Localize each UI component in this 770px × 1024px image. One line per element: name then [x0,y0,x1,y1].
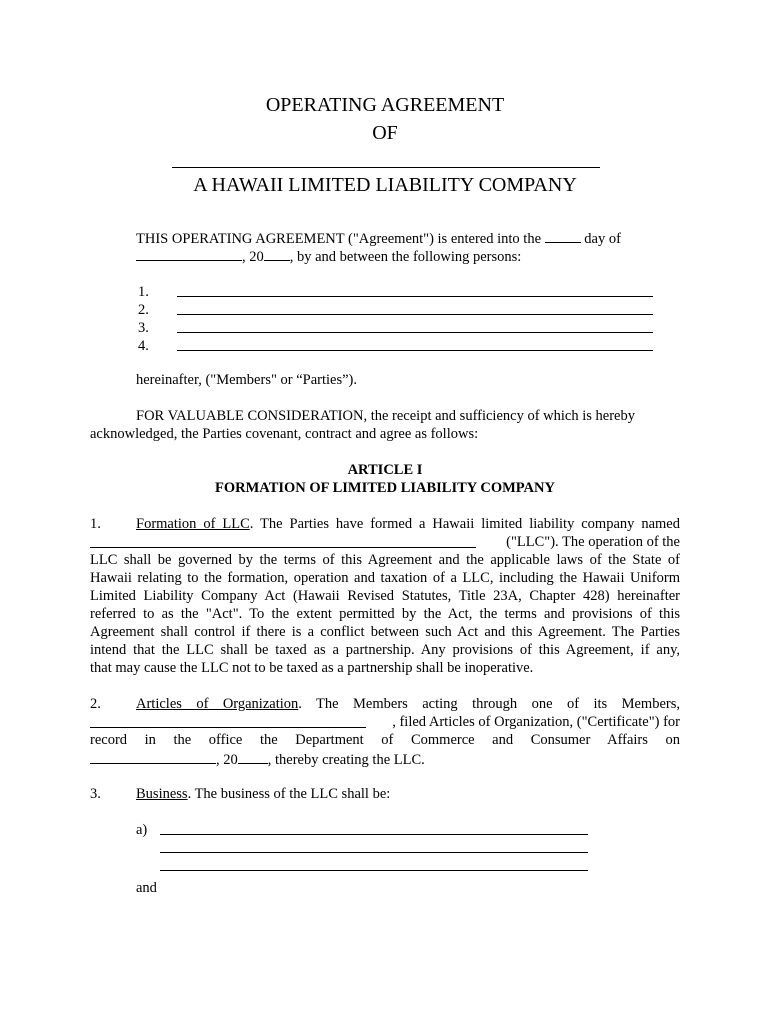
company-name-blank[interactable] [172,167,600,168]
member-number: 2. [138,302,149,318]
article-subheading: FORMATION OF LIMITED LIABILITY COMPANY [215,480,555,496]
consideration-line-1: FOR VALUABLE CONSIDERATION, the receipt and sufficiency of which is hereby [136,408,635,424]
section-2-text-end: , thereby creating the LLC. [267,752,425,768]
section-2-line-2 [90,713,680,733]
section-3-text: . The business of the LLC shall be: [187,786,391,802]
section-2-line-1 [136,695,680,713]
business-blank-1[interactable] [160,834,588,835]
llc-name-blank[interactable] [90,533,476,548]
section-3-line [136,785,390,803]
document-title: OPERATING AGREEMENT [265,94,505,116]
member-number: 3. [138,320,149,336]
year-blank[interactable] [264,246,290,261]
and-text: and [136,880,157,896]
member-number: 4. [138,338,149,354]
section-1-title: Formation of LLC [136,516,250,532]
section-1-last-line: that may cause the LLC not to be taxed as a partnership shall be inoperative. [90,660,534,676]
intro-between: , by and between the following persons: [289,249,522,265]
section-3-title: Business [136,786,188,802]
section-1-number: 1. [90,516,101,532]
member-name-blank[interactable] [90,713,366,728]
business-blank-3[interactable] [160,870,588,871]
consideration-line-2: acknowledged, the Parties covenant, contract and agree as follows: [90,426,479,442]
member-1-blank[interactable] [177,296,653,297]
filing-date-blank[interactable] [90,749,216,764]
section-1-body-line: referred to as the "Act". To the extent permitted by the Act, the terms and provisions of this [90,606,680,622]
hereinafter-text: hereinafter, ("Members" or “Parties”). [136,372,358,388]
section-1-body-line: Agreement shall control if there is a conflict between such Act and this Agreement. The Parties [90,624,680,640]
month-blank[interactable] [136,246,242,261]
intro-text: THIS OPERATING AGREEMENT ("Agreement") is entered into the [136,231,542,247]
item-a-label: a) [136,822,148,838]
intro-year-prefix: , 20 [242,249,264,265]
day-blank[interactable] [545,228,581,243]
intro-day-of: day of [584,231,621,247]
section-2-filed: , filed Articles of Organization, ("Certificate") for [392,714,680,730]
section-3-number: 3. [90,786,101,802]
section-1-line-1 [136,515,680,533]
intro-line-1 [136,228,621,248]
section-2-title: Articles of Organization [136,696,299,712]
section-1-body-line: intend that the LLC shall be taxed as a partnership. Any provisions of this Agreement, if any, [90,642,680,658]
section-2-number: 2. [90,696,101,712]
section-2-year-prefix: , 20 [216,752,238,768]
section-1-body-line: Limited Liability Company Act (Hawaii Revised Statutes, Title 23A, Chapter 428) hereinafter [90,588,680,604]
section-1-body-line: LLC shall be governed by the terms of this Agreement and the applicable laws of the State of [90,552,680,568]
article-heading: ARTICLE I [347,462,423,478]
section-2-line-3: record in the office the Department of Commerce and Consumer Affairs on [90,732,680,748]
section-1-text: . The Parties have formed a Hawaii limited liability company named [249,516,680,532]
business-blank-2[interactable] [160,852,588,853]
section-2-line-4 [90,749,425,769]
filing-year-blank[interactable] [238,749,268,764]
intro-line-2 [136,246,521,266]
document-title-of: OF [372,122,398,144]
member-number: 1. [138,284,149,300]
section-1-line-2 [90,533,680,553]
section-1-body-line: Hawaii relating to the formation, operation and taxation of a LLC, including the Hawaii Uniform [90,570,680,586]
member-3-blank[interactable] [177,332,653,333]
section-1-llc: ("LLC"). The operation of the [506,534,680,550]
member-4-blank[interactable] [177,350,653,351]
section-2-text: . The Members acting through one of its Members, [298,696,680,712]
member-2-blank[interactable] [177,314,653,315]
document-subtitle: A HAWAII LIMITED LIABILITY COMPANY [193,174,577,196]
